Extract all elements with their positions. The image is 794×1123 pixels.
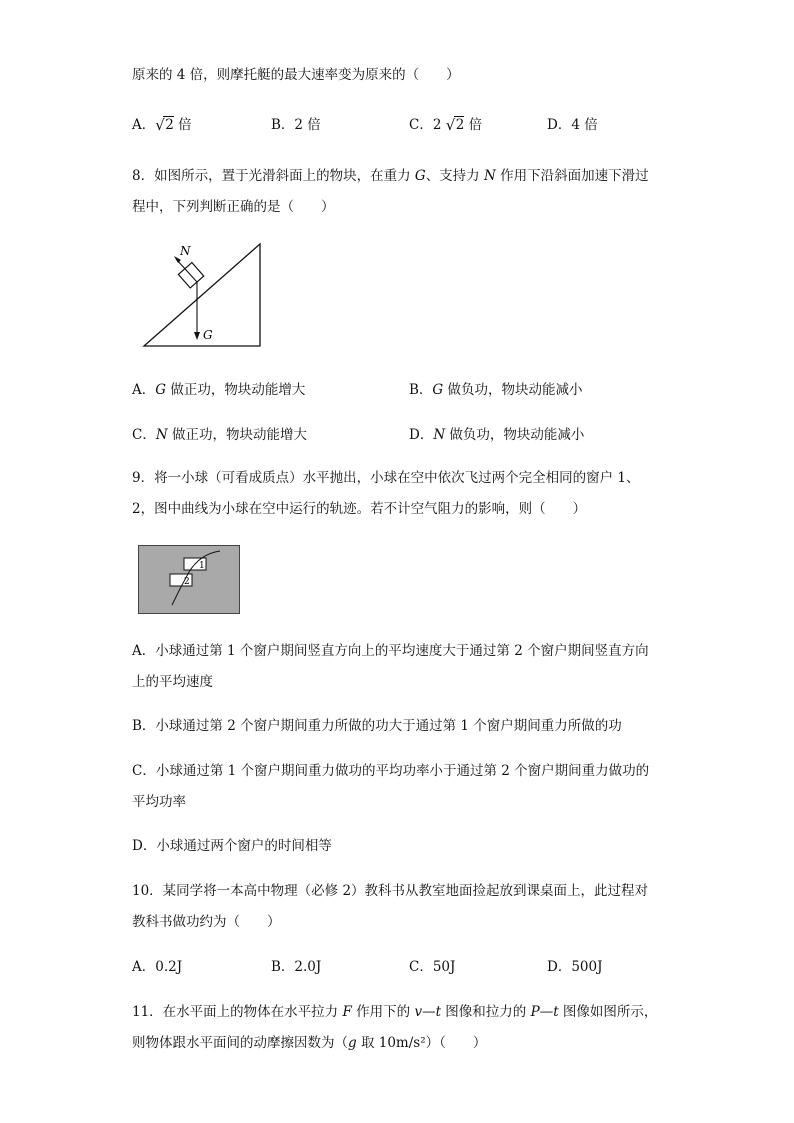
- windows-figure: [138, 545, 240, 614]
- q8-option-a: A．G 做正功，物块动能增大: [132, 382, 306, 398]
- q10-stem-line1: 10．某同学将一本高中物理（必修 2）教科书从教室地面捡起放到课桌面上，此过程对: [132, 883, 649, 899]
- q10-option-d: D．500J: [547, 959, 603, 975]
- q10-option-c: C．50J: [409, 959, 456, 975]
- q9-option-a-line2: 上的平均速度: [132, 674, 213, 690]
- q10-stem-line2: 教科书做功约为（ ）: [132, 914, 281, 930]
- q10-option-a: A．0.2J: [132, 959, 183, 975]
- q8-stem-line1: 8．如图所示，置于光滑斜面上的物块，在重力 G、支持力 N 作用下沿斜面加速下滑过: [132, 168, 649, 184]
- q11-stem-line1: 11．在水平面上的物体在水平拉力 F 作用下的 v—t 图像和拉力的 P—t 图像如图所示，: [132, 1004, 658, 1020]
- q7-option-b: B．2 倍: [271, 117, 321, 133]
- q9-option-a-line1: A．小球通过第 1 个窗户期间竖直方向上的平均速度大于通过第 2 个窗户期间竖直方向: [132, 643, 649, 659]
- q7-tail: 原来的 4 倍，则摩托艇的最大速率变为原来的（ ）: [132, 67, 460, 83]
- window-2-label: 2: [184, 577, 190, 587]
- window-1-label: 1: [199, 561, 205, 571]
- q10-option-b: B．2.0J: [271, 959, 322, 975]
- label-g: G: [203, 328, 213, 342]
- q8-stem-line2: 程中，下列判断正确的是（ ）: [132, 199, 335, 215]
- q7-option-a: A． √ 2 倍: [132, 116, 192, 134]
- q9-option-c-line2: 平均功率: [132, 794, 186, 810]
- q9-option-b: B．小球通过第 2 个窗户期间重力所做的功大于通过第 1 个窗户期间重力所做的功: [132, 718, 622, 734]
- q7-option-d: D．4 倍: [547, 117, 598, 133]
- sqrt-symbol: √ 2: [155, 116, 174, 134]
- q9-option-c-line1: C．小球通过第 1 个窗户期间重力做功的平均功率小于通过第 2 个窗户期间重力做功的: [132, 763, 650, 779]
- incline-figure: [138, 238, 268, 353]
- q7-option-c: C．2 √ 2 倍: [409, 116, 483, 134]
- sqrt-symbol: √ 2: [445, 116, 465, 134]
- incline-triangle: [144, 244, 260, 346]
- q9-stem-line1: 9．将一小球（可看成质点）水平抛出，小球在空中依次飞过两个完全相同的窗户 1、: [132, 470, 640, 486]
- label-n: N: [180, 244, 191, 258]
- q9-stem-line2: 2，图中曲线为小球在空中运行的轨迹。若不计空气阻力的影响，则（ ）: [132, 501, 587, 517]
- q8-option-d: D．N 做负功，物块动能减小: [409, 427, 585, 443]
- q8-option-c: C．N 做正功，物块动能增大: [132, 427, 307, 443]
- q8-option-b: B．G 做负功，物块动能减小: [409, 382, 583, 398]
- q9-option-d: D．小球通过两个窗户的时间相等: [132, 838, 332, 854]
- q11-stem-line2: 则物体跟水平面间的动摩擦因数为（g 取 10m/s²）（ ）: [132, 1035, 487, 1051]
